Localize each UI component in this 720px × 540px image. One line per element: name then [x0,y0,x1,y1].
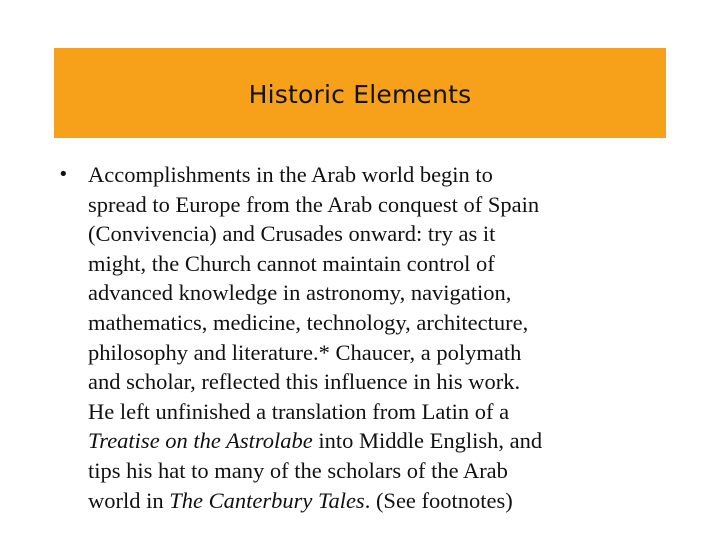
bullet-line-7: philosophy and literature.* Chaucer, a polymath [88,339,522,365]
bullet-item [58,160,668,515]
title-banner [54,48,666,138]
slide-title: Historic Elements [248,79,472,109]
bullet-line-8: and scholar, reflected this influence in his work. [88,369,521,395]
bullet-icon: • [58,164,69,185]
bullet-line-4: might, the Church cannot maintain control of [88,250,495,276]
bullet-line-12-post: . (See footnotes) [364,487,513,513]
bullet-line-6: mathematics, medicine, technology, architecture, [88,309,529,335]
bullet-line-2: spread to Europe from the Arab conquest of Spain [88,191,540,217]
bullet-line-9: He left unfinished a translation from Latin of a [88,398,510,424]
treatise-title: Treatise on the Astrolabe [88,428,313,454]
bullet-line-11: tips his hat to many of the scholars of the Arab [88,457,508,483]
bullet-line-1: Accomplishments in the Arab world begin to [88,162,493,187]
bullet-line-3: (Convivencia) and Crusades onward: try as it [88,221,496,247]
bullet-line-12 [88,486,668,516]
bullet-line-10 [88,426,668,456]
bullet-line-5: advanced knowledge in astronomy, navigation, [88,280,512,306]
bullet-line-10-rest: into Middle English, and [312,428,543,454]
slide-body [58,160,668,515]
canterbury-tales-title: The Canterbury Tales [169,487,365,513]
bullet-line-12-pre: world in [88,487,170,513]
